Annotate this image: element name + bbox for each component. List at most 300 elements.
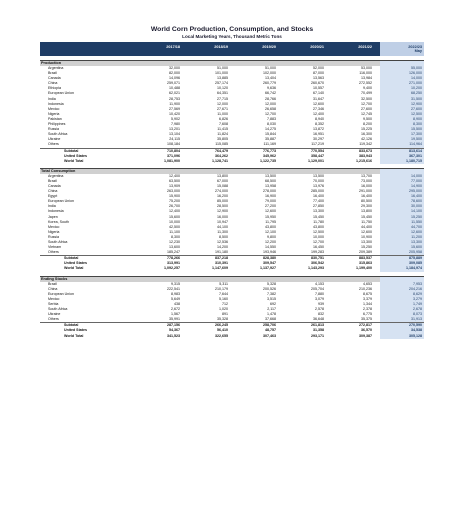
row-value: 66,742 bbox=[265, 91, 276, 96]
row-value: 13,700 bbox=[361, 173, 372, 178]
row-value: 272,817 bbox=[359, 323, 372, 328]
row-value: 27,200 bbox=[265, 204, 276, 209]
row-label: China bbox=[48, 81, 58, 86]
row-value: 1,092,257 bbox=[164, 266, 180, 271]
document bbox=[40, 26, 424, 339]
row-value: 117,219 bbox=[311, 142, 324, 147]
row-label: Ukraine bbox=[48, 137, 61, 142]
row-value: 1,147,609 bbox=[212, 266, 228, 271]
row-value: 828,380 bbox=[263, 256, 276, 261]
row-value: 70,000 bbox=[313, 178, 324, 183]
row-value: 313,991 bbox=[167, 261, 180, 266]
row-value: 16,400 bbox=[411, 194, 422, 199]
row-value: 270,590 bbox=[409, 323, 422, 328]
row-value: 883,537 bbox=[359, 256, 372, 261]
row-value: 13,500 bbox=[265, 173, 276, 178]
row-value: 35,328 bbox=[217, 317, 228, 322]
row-value: 11,550 bbox=[411, 219, 422, 224]
row-value: 3,279 bbox=[413, 296, 422, 301]
row-value: 12,600 bbox=[265, 209, 276, 214]
row-value: 14,100 bbox=[411, 209, 422, 214]
row-label: Egypt bbox=[48, 194, 58, 199]
row-value: 48,757 bbox=[265, 328, 276, 333]
row-value: 27,850 bbox=[313, 204, 324, 209]
row-value: 10,557 bbox=[313, 86, 324, 91]
row-value: 295,000 bbox=[409, 189, 422, 194]
row-value: 67,000 bbox=[217, 178, 228, 183]
row-value: 15,250 bbox=[361, 245, 372, 250]
row-value: 8,983 bbox=[171, 291, 180, 296]
column-header: 2020/21 bbox=[310, 45, 324, 49]
row-value: 77,000 bbox=[411, 178, 422, 183]
row-value: 13,976 bbox=[313, 183, 324, 188]
row-value: 13,300 bbox=[361, 240, 372, 244]
row-value: 77,400 bbox=[313, 199, 324, 204]
row-value: 371,096 bbox=[167, 153, 180, 158]
section-title: Total Consumption bbox=[40, 169, 424, 174]
row-value: 1,081,900 bbox=[164, 158, 180, 163]
row-value: 8,675 bbox=[363, 291, 372, 296]
row-value: 891 bbox=[222, 312, 228, 317]
row-value: 712 bbox=[222, 301, 228, 306]
row-value: 12,100 bbox=[265, 229, 276, 234]
row-value: 272,552 bbox=[359, 81, 372, 86]
row-value: 16,951 bbox=[313, 132, 324, 137]
row-value: 51,000 bbox=[217, 66, 228, 70]
row-value: 54,367 bbox=[169, 328, 180, 333]
row-value: 36,570 bbox=[361, 328, 372, 333]
row-value: 35,991 bbox=[169, 317, 180, 322]
row-value: 11,750 bbox=[361, 219, 372, 224]
row-value: 62,021 bbox=[169, 91, 180, 96]
row-value: 24,115 bbox=[169, 137, 180, 142]
row-label: Others bbox=[48, 250, 59, 255]
row-value: 341,523 bbox=[167, 333, 180, 338]
row-value: 261,813 bbox=[311, 323, 324, 328]
row-value: 770,554 bbox=[311, 148, 324, 153]
row-value: 4,653 bbox=[363, 281, 372, 286]
row-label: Subtotal bbox=[64, 323, 79, 328]
row-value: 307,463 bbox=[263, 333, 276, 338]
row-label: Mexico bbox=[48, 296, 60, 301]
row-value: 837,218 bbox=[215, 256, 228, 261]
row-value: 222,541 bbox=[167, 286, 180, 291]
row-value: 776,773 bbox=[263, 148, 276, 153]
row-value: 305,128 bbox=[409, 333, 422, 338]
table-section bbox=[40, 168, 424, 272]
row-value: 309,085 bbox=[409, 261, 422, 266]
row-value: 27,600 bbox=[411, 106, 422, 111]
row-label: Canada bbox=[48, 76, 61, 81]
row-label: South Africa bbox=[48, 307, 68, 312]
row-value: 271,000 bbox=[409, 81, 422, 86]
row-value: 7,880 bbox=[315, 291, 324, 296]
row-value: 1,215,616 bbox=[356, 158, 372, 163]
row-value: 13,201 bbox=[169, 127, 180, 132]
table-section bbox=[40, 276, 424, 339]
row-value: 2,672 bbox=[171, 307, 180, 312]
row-value: 191,180 bbox=[215, 250, 228, 255]
row-value: 6,775 bbox=[363, 312, 372, 317]
row-value: 8,200 bbox=[363, 122, 372, 127]
row-value: 55,000 bbox=[411, 66, 422, 70]
row-value: 2,578 bbox=[315, 307, 324, 312]
row-value: 306,542 bbox=[311, 261, 324, 266]
row-value: 200,526 bbox=[263, 286, 276, 291]
row-label: Argentina bbox=[48, 173, 64, 178]
row-value: 44,400 bbox=[361, 224, 372, 229]
row-value: 12,230 bbox=[169, 240, 180, 244]
row-value: 310,391 bbox=[215, 261, 228, 266]
row-value: 15,600 bbox=[411, 245, 422, 250]
row-label: South Africa bbox=[48, 132, 68, 137]
row-label: China bbox=[48, 189, 58, 194]
row-value: 1,137,927 bbox=[260, 266, 276, 271]
section-title: Production bbox=[40, 61, 424, 66]
row-value: 8,352 bbox=[315, 122, 324, 127]
row-value: 5,160 bbox=[219, 296, 228, 301]
row-value: 8,500 bbox=[219, 234, 228, 239]
row-value: 12,000 bbox=[265, 101, 276, 106]
column-header: 2021/22 bbox=[358, 45, 372, 49]
row-value: 291,000 bbox=[359, 189, 372, 194]
table-row bbox=[40, 266, 424, 271]
row-value: 309,547 bbox=[263, 261, 276, 266]
row-value: 5,328 bbox=[267, 281, 276, 286]
row-value: 78,600 bbox=[411, 199, 422, 204]
row-value: 1,020 bbox=[219, 307, 228, 312]
row-value: 14,550 bbox=[265, 245, 276, 250]
row-value: 8,940 bbox=[315, 116, 324, 121]
row-value: 119,342 bbox=[359, 142, 372, 147]
row-label: Nigeria bbox=[48, 229, 60, 234]
row-value: 32,000 bbox=[169, 66, 180, 70]
row-value: 11,415 bbox=[217, 127, 228, 132]
row-value: 13,800 bbox=[361, 209, 372, 214]
row-value: 12,600 bbox=[361, 229, 372, 234]
row-value: 7,608 bbox=[219, 122, 228, 127]
row-value: 115,085 bbox=[215, 142, 228, 147]
row-value: 204,216 bbox=[409, 286, 422, 291]
row-value: 111,169 bbox=[263, 142, 276, 147]
row-label: Pakistan bbox=[48, 116, 62, 121]
row-value: 257,174 bbox=[215, 81, 228, 86]
row-value: 36,648 bbox=[313, 317, 324, 322]
row-value: 778,266 bbox=[167, 256, 180, 261]
row-value: 5,902 bbox=[171, 116, 180, 121]
row-value: 15,600 bbox=[169, 214, 180, 219]
row-value: 67,140 bbox=[313, 91, 324, 96]
row-value: 345,962 bbox=[263, 153, 276, 158]
column-header-current bbox=[380, 42, 424, 56]
row-value: 15,450 bbox=[361, 214, 372, 219]
row-value: 1,567 bbox=[171, 312, 180, 317]
row-value: 12,500 bbox=[313, 229, 324, 234]
row-value: 833,673 bbox=[359, 148, 372, 153]
row-value: 11,824 bbox=[217, 132, 228, 137]
row-label: Canada bbox=[48, 183, 61, 188]
row-value: 278,000 bbox=[263, 189, 276, 194]
row-value: 12,700 bbox=[361, 101, 372, 106]
row-value: 7,644 bbox=[219, 291, 228, 296]
row-value: 15,088 bbox=[217, 183, 228, 188]
row-value: 2,117 bbox=[267, 307, 276, 312]
section-title: Ending Stocks bbox=[40, 277, 424, 282]
row-value: 10,120 bbox=[217, 86, 228, 91]
row-value: 30,000 bbox=[411, 204, 422, 209]
row-label: Mexico bbox=[48, 224, 60, 229]
row-value: 42,126 bbox=[361, 137, 372, 142]
row-value: 2,678 bbox=[413, 307, 422, 312]
row-label: China bbox=[48, 286, 58, 291]
row-value: 12,200 bbox=[265, 240, 276, 244]
row-value: 199,283 bbox=[311, 250, 324, 255]
row-value: 13,800 bbox=[217, 173, 228, 178]
row-value: 13,885 bbox=[217, 76, 228, 81]
row-value: 8,300 bbox=[413, 122, 422, 127]
row-label: United States bbox=[64, 153, 87, 158]
row-value: 32,500 bbox=[361, 96, 372, 101]
row-value: 27,569 bbox=[169, 106, 180, 111]
row-value: 764,479 bbox=[215, 148, 228, 153]
row-value: 35,805 bbox=[217, 137, 228, 142]
row-label: United States bbox=[64, 261, 87, 266]
table-body bbox=[40, 60, 424, 339]
row-value: 1,128,741 bbox=[212, 158, 228, 163]
row-value: 263,000 bbox=[167, 189, 180, 194]
row-label: Others bbox=[48, 142, 59, 147]
row-value: 12,900 bbox=[217, 209, 228, 214]
row-value: 31,913 bbox=[411, 317, 422, 322]
row-value: 19,500 bbox=[411, 137, 422, 142]
row-value: 193,946 bbox=[263, 250, 276, 255]
row-value: 70,499 bbox=[361, 91, 372, 96]
row-value: 7,953 bbox=[413, 281, 422, 286]
row-value: 10,200 bbox=[411, 86, 422, 91]
row-value: 11,795 bbox=[265, 219, 276, 224]
row-value: 53,000 bbox=[361, 66, 372, 70]
row-label: India bbox=[48, 96, 56, 101]
row-value: 260,779 bbox=[263, 81, 276, 86]
row-value: 30,297 bbox=[313, 137, 324, 142]
row-value: 12,000 bbox=[217, 101, 228, 106]
row-value: 12,600 bbox=[313, 101, 324, 106]
row-value: 258,706 bbox=[263, 323, 276, 328]
row-value: 13,600 bbox=[169, 245, 180, 250]
row-value: 1,478 bbox=[267, 312, 276, 317]
row-value: 1,122,735 bbox=[260, 158, 276, 163]
row-value: 13,104 bbox=[169, 132, 180, 137]
row-value: 12,700 bbox=[313, 240, 324, 244]
row-value: 10,900 bbox=[361, 234, 372, 239]
row-value: 35,887 bbox=[265, 137, 276, 142]
row-value: 15,950 bbox=[265, 214, 276, 219]
row-value: 1,180,715 bbox=[406, 158, 422, 163]
row-value: 16,000 bbox=[361, 183, 372, 188]
row-value: 832 bbox=[318, 312, 324, 317]
row-value: 16,400 bbox=[361, 194, 372, 199]
row-label: Nigeria bbox=[48, 111, 60, 116]
row-value: 2,378 bbox=[363, 307, 372, 312]
row-value: 26,700 bbox=[169, 204, 180, 209]
row-value: 73,000 bbox=[361, 178, 372, 183]
row-value: 14,096 bbox=[169, 76, 180, 81]
row-label: World Total bbox=[64, 266, 84, 271]
row-value: 15,450 bbox=[313, 214, 324, 219]
row-value: 16,200 bbox=[217, 194, 228, 199]
row-label: Japen bbox=[48, 214, 58, 219]
row-value: 358,447 bbox=[311, 153, 324, 158]
row-label: India bbox=[48, 204, 56, 209]
row-value: 27,671 bbox=[217, 106, 228, 111]
row-value: 11,200 bbox=[411, 234, 422, 239]
row-value: 116,000 bbox=[359, 71, 372, 76]
row-value: 285,000 bbox=[311, 189, 324, 194]
row-value: 9,315 bbox=[171, 281, 180, 286]
row-value: 5,311 bbox=[219, 281, 228, 286]
row-value: 12,536 bbox=[217, 240, 228, 244]
row-value: 3,379 bbox=[363, 296, 372, 301]
row-value: 31,358 bbox=[313, 328, 324, 333]
row-value: 16,900 bbox=[265, 194, 276, 199]
row-value: 11,780 bbox=[313, 219, 324, 224]
row-value: 13,300 bbox=[411, 240, 422, 244]
row-value: 3,079 bbox=[315, 296, 324, 301]
row-label: Ethiopia bbox=[48, 86, 61, 91]
row-label: Russia bbox=[48, 127, 59, 132]
row-value: 12,700 bbox=[265, 111, 276, 116]
row-value: 8,629 bbox=[413, 291, 422, 296]
row-value: 6,826 bbox=[219, 116, 228, 121]
row-label: Others bbox=[48, 317, 59, 322]
row-value: 56,410 bbox=[217, 328, 228, 333]
table-row bbox=[40, 159, 424, 164]
row-value: 8,300 bbox=[171, 234, 180, 239]
row-value: 34,538 bbox=[411, 328, 422, 333]
row-value: 12,400 bbox=[169, 209, 180, 214]
page-subtitle: Local Marketing Years, Thousand Metric Tons bbox=[182, 34, 282, 39]
row-value: 309,387 bbox=[359, 333, 372, 338]
row-label: Brazil bbox=[48, 178, 57, 183]
row-value: 27,346 bbox=[313, 106, 324, 111]
row-value: 939 bbox=[318, 301, 324, 306]
row-value: 813,614 bbox=[409, 148, 422, 153]
row-value: 1,344 bbox=[363, 301, 372, 306]
row-label: Philippines bbox=[48, 122, 66, 127]
row-label: Brazil bbox=[48, 281, 57, 286]
row-label: European Union bbox=[48, 199, 74, 204]
row-value: 17,300 bbox=[411, 132, 422, 137]
row-value: 31,500 bbox=[411, 96, 422, 101]
row-label: Korea, South bbox=[48, 219, 69, 224]
row-value: 102,000 bbox=[263, 71, 276, 76]
row-value: 13,909 bbox=[169, 183, 180, 188]
row-value: 28,753 bbox=[169, 96, 180, 101]
row-value: 315,863 bbox=[359, 261, 372, 266]
row-value: 80,500 bbox=[361, 199, 372, 204]
row-value: 692 bbox=[270, 301, 276, 306]
row-value: 875,889 bbox=[409, 256, 422, 261]
row-label: Brazil bbox=[48, 71, 57, 76]
row-value: 13,872 bbox=[313, 127, 324, 132]
table-row bbox=[40, 334, 424, 339]
row-value: 210,236 bbox=[359, 286, 372, 291]
row-label: World Total bbox=[64, 333, 84, 338]
row-value: 383,943 bbox=[359, 153, 372, 158]
row-value: 266,245 bbox=[215, 323, 228, 328]
row-value: 10,420 bbox=[169, 111, 180, 116]
row-value: 14,000 bbox=[411, 76, 422, 81]
row-value: 13,300 bbox=[313, 209, 324, 214]
row-value: 14,000 bbox=[411, 173, 422, 178]
row-value: 10,000 bbox=[169, 219, 180, 224]
row-label: Serbia bbox=[48, 301, 59, 306]
row-value: 29,300 bbox=[361, 204, 372, 209]
row-value: 35,375 bbox=[361, 317, 372, 322]
row-value: 52,000 bbox=[313, 66, 324, 70]
row-value: 10,488 bbox=[169, 86, 180, 91]
row-value: 37,668 bbox=[265, 317, 276, 322]
row-value: 1,184,974 bbox=[406, 266, 422, 271]
page-title: World Corn Production, Consumption, and Stocks bbox=[150, 26, 314, 33]
row-value: 1,199,400 bbox=[356, 266, 372, 271]
row-value: 28,500 bbox=[217, 204, 228, 209]
row-value: 27,600 bbox=[361, 106, 372, 111]
row-label: Mexico bbox=[48, 106, 60, 111]
row-value: 13,404 bbox=[265, 76, 276, 81]
row-value: 68,250 bbox=[411, 91, 422, 96]
row-value: 205,704 bbox=[311, 286, 324, 291]
row-value: 205,958 bbox=[409, 250, 422, 255]
row-value: 14,900 bbox=[411, 183, 422, 188]
row-value: 15,844 bbox=[265, 132, 276, 137]
row-value: 108,184 bbox=[167, 142, 180, 147]
row-value: 85,000 bbox=[217, 199, 228, 204]
row-value: 15,900 bbox=[169, 194, 180, 199]
row-value: 87,000 bbox=[313, 71, 324, 76]
column-header: 2018/19 bbox=[214, 45, 228, 49]
row-value: 42,500 bbox=[169, 224, 180, 229]
row-value: 12,745 bbox=[361, 111, 372, 116]
row-value: 3,515 bbox=[267, 296, 276, 301]
row-value: 43,800 bbox=[313, 224, 324, 229]
row-value: 26,658 bbox=[265, 106, 276, 111]
row-value: 28,766 bbox=[265, 96, 276, 101]
row-value: 322,655 bbox=[215, 333, 228, 338]
row-value: 15,500 bbox=[411, 127, 422, 132]
column-header-subtitle: May bbox=[414, 49, 422, 53]
row-label: European Union bbox=[48, 91, 74, 96]
row-value: 16,300 bbox=[361, 132, 372, 137]
row-value: 1,749 bbox=[413, 301, 422, 306]
row-value: 8,900 bbox=[413, 116, 422, 121]
row-value: 126,000 bbox=[409, 71, 422, 76]
column-header: 2019/20 bbox=[262, 45, 276, 49]
row-value: 16,400 bbox=[313, 194, 324, 199]
row-label: United States bbox=[64, 328, 87, 333]
row-value: 43,800 bbox=[265, 224, 276, 229]
row-value: 14,275 bbox=[265, 127, 276, 132]
column-header-row bbox=[40, 42, 424, 56]
row-label: World Total bbox=[64, 158, 84, 163]
row-value: 101,000 bbox=[215, 71, 228, 76]
row-value: 13,563 bbox=[313, 76, 324, 81]
row-value: 12,900 bbox=[411, 101, 422, 106]
row-value: 79,000 bbox=[265, 199, 276, 204]
row-value: 830,751 bbox=[311, 256, 324, 261]
row-value: 13,500 bbox=[313, 173, 324, 178]
row-value: 10,000 bbox=[313, 234, 324, 239]
